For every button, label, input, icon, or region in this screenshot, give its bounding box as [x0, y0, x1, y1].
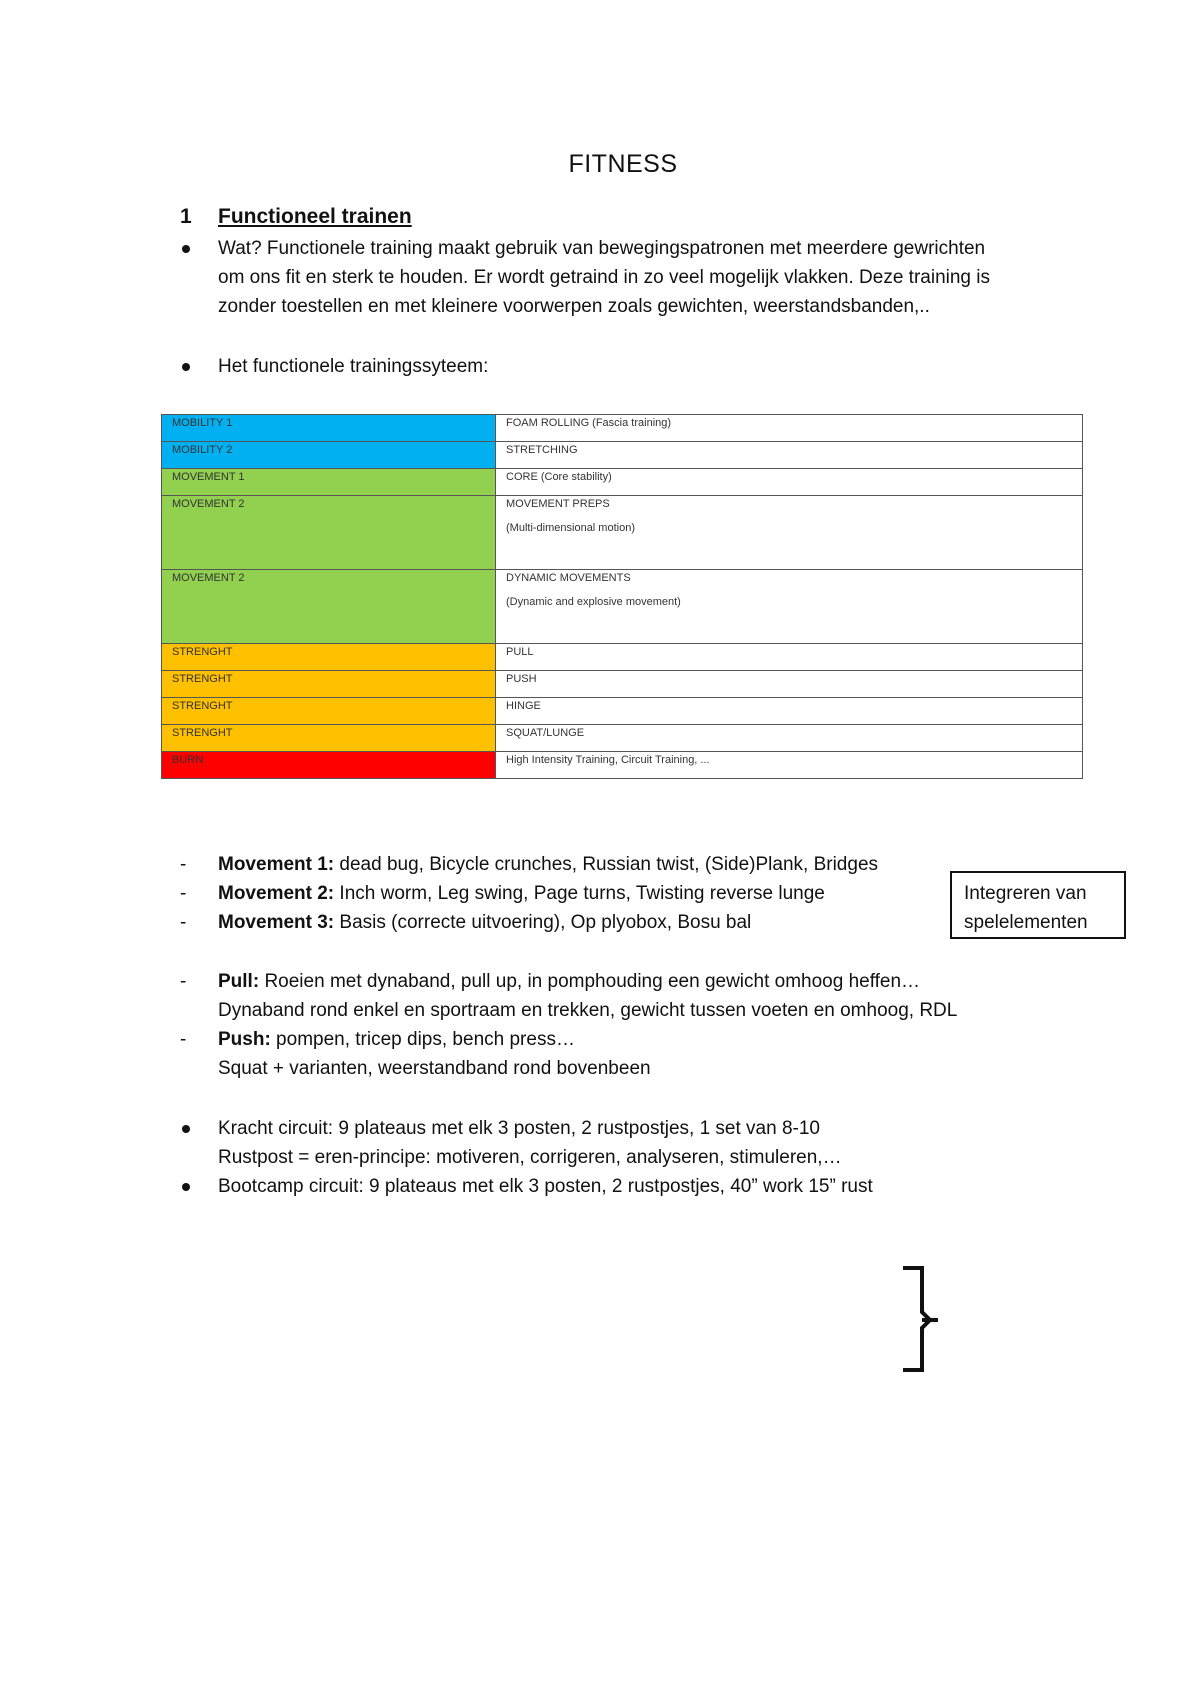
system-bullet: [218, 352, 1078, 381]
right-brace-icon: [900, 1264, 940, 1374]
category-cell: STRENGHT: [162, 698, 496, 725]
category-cell: MOBILITY 1: [162, 415, 496, 442]
exercise-title: MOVEMENT PREPS: [506, 498, 610, 510]
category-cell: MOVEMENT 1: [162, 469, 496, 496]
exercise-cell: PUSH: [496, 671, 1083, 698]
exercise-cell: [496, 570, 1083, 644]
dash-bullet: -: [180, 883, 187, 904]
exercise-subtitle: (Multi-dimensional motion): [506, 522, 635, 534]
bullet-icon: [182, 245, 190, 253]
push-text: pompen, tricep dips, bench press…: [270, 1029, 575, 1050]
category-cell: STRENGHT: [162, 671, 496, 698]
table-row: [162, 644, 1083, 671]
section-number: 1: [180, 205, 192, 228]
dash-bullet: -: [180, 912, 187, 933]
intro-line: Wat? Functionele training maakt gebruik van bewegingspatronen met meerdere gewrichten: [218, 238, 986, 259]
dash-bullet: -: [180, 971, 187, 992]
bullet-icon: [182, 363, 190, 371]
table-row: [162, 496, 1083, 570]
push-line2: Squat + varianten, weerstandband rond bovenbeen: [218, 1058, 651, 1079]
movement-item: [180, 908, 1078, 937]
exercise-cell: STRETCHING: [496, 442, 1083, 469]
push-item: [180, 1025, 1078, 1083]
exercise-cell: PULL: [496, 644, 1083, 671]
category-cell: STRENGHT: [162, 644, 496, 671]
note-box: [950, 871, 1126, 939]
table-row: [162, 698, 1083, 725]
pull-label: Pull:: [218, 971, 260, 992]
movement-label: Movement 2:: [218, 883, 335, 904]
page-title: FITNESS: [568, 150, 678, 178]
intro-line: om ons fit en sterk te houden. Er wordt getraind in zo veel mogelijk vlakken. Deze training is: [218, 267, 990, 288]
training-system-table: [161, 414, 1083, 779]
category-cell: MOVEMENT 2: [162, 496, 496, 570]
circuit-line: Kracht circuit: 9 plateaus met elk 3 posten, 2 rustpostjes, 1 set van 8-10: [218, 1118, 820, 1139]
push-label: Push:: [218, 1029, 271, 1050]
movement-label: Movement 1:: [218, 854, 335, 875]
system-label: Het functionele trainingssyteem:: [218, 356, 489, 377]
movement-text: Basis (correcte uitvoering), Op plyobox, Bosu bal: [334, 912, 752, 933]
pull-text: Roeien met dynaband, pull up, in pomphouding een gewicht omhoog heffen…: [259, 971, 921, 992]
intro-line: zonder toestellen en met kleinere voorwerpen zoals gewichten, weerstandsbanden,..: [218, 296, 930, 317]
movement-label: Movement 3:: [218, 912, 335, 933]
table-row: [162, 415, 1083, 442]
intro-bullet: [218, 234, 1078, 321]
table-row: [162, 469, 1083, 496]
dash-bullet: -: [180, 854, 187, 875]
exercise-cell: HINGE: [496, 698, 1083, 725]
circuit-line: Bootcamp circuit: 9 plateaus met elk 3 posten, 2 rustpostjes, 40” work 15” rust: [218, 1176, 873, 1197]
circuit-bullet: [218, 1172, 1078, 1201]
exercise-cell: CORE (Core stability): [496, 469, 1083, 496]
exercise-cell: SQUAT/LUNGE: [496, 725, 1083, 752]
movement-text: dead bug, Bicycle crunches, Russian twist, (Side)Plank, Bridges: [334, 854, 879, 875]
exercise-cell: FOAM ROLLING (Fascia training): [496, 415, 1083, 442]
bullet-icon: [182, 1183, 190, 1191]
bullet-icon: [182, 1125, 190, 1133]
table-row: [162, 671, 1083, 698]
circuit-line: Rustpost = eren-principe: motiveren, corrigeren, analyseren, stimuleren,…: [218, 1147, 842, 1168]
table-row: [162, 725, 1083, 752]
exercise-cell: [496, 496, 1083, 570]
movement-item: [180, 850, 1078, 879]
dash-bullet: -: [180, 1029, 187, 1050]
pull-item: [180, 967, 1078, 1025]
category-cell: STRENGHT: [162, 725, 496, 752]
pull-line2: Dynaband rond enkel en sportraam en trekken, gewicht tussen voeten en omhoog, RDL: [218, 1000, 958, 1021]
category-cell: MOBILITY 2: [162, 442, 496, 469]
table-row: [162, 442, 1083, 469]
section-heading: [180, 205, 412, 229]
note-line: Integreren van: [964, 883, 1087, 904]
table-row: [162, 570, 1083, 644]
movement-text: Inch worm, Leg swing, Page turns, Twisting reverse lunge: [334, 883, 825, 904]
exercise-title: DYNAMIC MOVEMENTS: [506, 572, 631, 584]
note-line: spelelementen: [964, 912, 1088, 933]
section-title: Functioneel trainen: [218, 205, 412, 228]
category-cell: BURN: [162, 752, 496, 779]
circuit-bullet: [218, 1114, 1078, 1172]
exercise-cell: High Intensity Training, Circuit Training, ...: [496, 752, 1083, 779]
exercise-subtitle: (Dynamic and explosive movement): [506, 596, 681, 608]
movement-item: [180, 879, 1078, 908]
category-cell: MOVEMENT 2: [162, 570, 496, 644]
table-row: [162, 752, 1083, 779]
